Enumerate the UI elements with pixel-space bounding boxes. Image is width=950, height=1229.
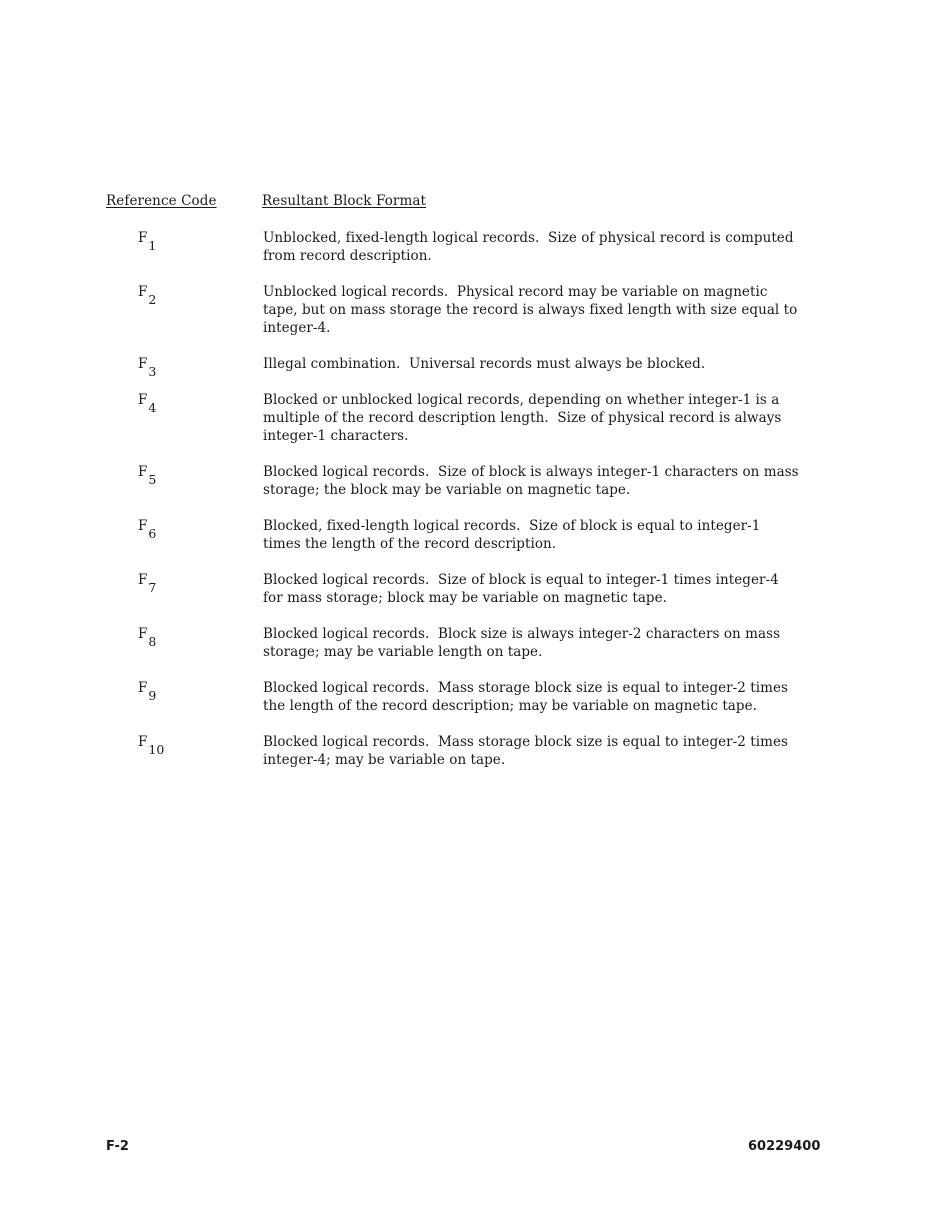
reference-code-subscript: 2 — [148, 292, 157, 307]
description-line: Blocked logical records. Size of block is always integer-1 characters on mass — [263, 464, 799, 480]
description-line: Unblocked, fixed-length logical records. Size of physical record is computed — [263, 230, 794, 246]
reference-code — [138, 229, 157, 253]
reference-code-subscript: 8 — [148, 634, 157, 649]
format-row — [0, 391, 950, 445]
reference-code-subscript: 10 — [148, 742, 165, 757]
reference-code-subscript: 3 — [148, 364, 157, 379]
reference-code-letter: F — [138, 284, 148, 300]
reference-code — [138, 679, 157, 703]
description-line: integer-1 characters. — [263, 428, 409, 444]
format-table — [0, 229, 950, 787]
format-description — [263, 283, 828, 337]
reference-code-letter: F — [138, 464, 148, 480]
reference-code-subscript: 9 — [148, 688, 157, 703]
description-line: Unblocked logical records. Physical record may be variable on magnetic — [263, 284, 768, 300]
description-line: for mass storage; block may be variable on magnetic tape. — [263, 590, 667, 606]
reference-code-subscript: 7 — [148, 580, 157, 595]
description-line: multiple of the record description length. Size of physical record is always — [263, 410, 782, 426]
reference-code — [138, 355, 157, 379]
format-description — [263, 517, 828, 553]
format-description — [263, 391, 828, 445]
description-line: integer-4; may be variable on tape. — [263, 752, 506, 768]
reference-code-letter: F — [138, 230, 148, 246]
reference-code-heading: Reference Code — [106, 193, 217, 209]
format-row — [0, 625, 950, 661]
description-line: Blocked, fixed-length logical records. Size of block is equal to integer-1 — [263, 518, 761, 534]
reference-code — [138, 625, 157, 649]
format-row — [0, 229, 950, 265]
description-line: from record description. — [263, 248, 432, 264]
reference-code-letter: F — [138, 356, 148, 372]
reference-code-letter: F — [138, 518, 148, 534]
description-line: Blocked logical records. Size of block is equal to integer-1 times integer-4 — [263, 572, 779, 588]
format-description — [263, 733, 828, 769]
reference-code — [138, 283, 157, 307]
description-line: Blocked logical records. Mass storage block size is equal to integer-2 times — [263, 680, 788, 696]
reference-code-subscript: 1 — [148, 238, 157, 253]
description-line: storage; may be variable length on tape. — [263, 644, 543, 660]
description-line: Blocked logical records. Block size is always integer-2 characters on mass — [263, 626, 781, 642]
reference-code — [138, 571, 157, 595]
format-description — [263, 679, 828, 715]
reference-code-letter: F — [138, 626, 148, 642]
reference-code-letter: F — [138, 734, 148, 750]
page-number: F-2 — [106, 1139, 129, 1154]
format-description — [263, 355, 828, 373]
description-line: times the length of the record description. — [263, 536, 557, 552]
description-line: the length of the record description; may be variable on magnetic tape. — [263, 698, 757, 714]
description-line: Blocked or unblocked logical records, depending on whether integer-1 is a — [263, 392, 780, 408]
reference-code — [138, 463, 157, 487]
reference-code — [138, 517, 157, 541]
format-row — [0, 463, 950, 499]
format-description — [263, 463, 828, 499]
format-row — [0, 679, 950, 715]
description-line: Illegal combination. Universal records must always be blocked. — [263, 356, 706, 372]
reference-code-subscript: 5 — [148, 472, 157, 487]
format-description — [263, 625, 828, 661]
reference-code — [138, 391, 157, 415]
description-line: storage; the block may be variable on magnetic tape. — [263, 482, 631, 498]
format-row — [0, 283, 950, 337]
reference-code-letter: F — [138, 572, 148, 588]
reference-code-subscript: 4 — [148, 400, 157, 415]
description-line: Blocked logical records. Mass storage block size is equal to integer-2 times — [263, 734, 788, 750]
format-row — [0, 517, 950, 553]
reference-code — [138, 733, 165, 757]
document-number: 60229400 — [748, 1139, 821, 1154]
reference-code-letter: F — [138, 392, 148, 408]
description-line: integer-4. — [263, 320, 331, 336]
description-line: tape, but on mass storage the record is always fixed length with size equal to — [263, 302, 798, 318]
format-row — [0, 733, 950, 769]
format-row — [0, 355, 950, 379]
reference-code-letter: F — [138, 680, 148, 696]
format-description — [263, 229, 828, 265]
resultant-block-format-heading: Resultant Block Format — [262, 193, 427, 209]
reference-code-subscript: 6 — [148, 526, 157, 541]
format-description — [263, 571, 828, 607]
format-row — [0, 571, 950, 607]
